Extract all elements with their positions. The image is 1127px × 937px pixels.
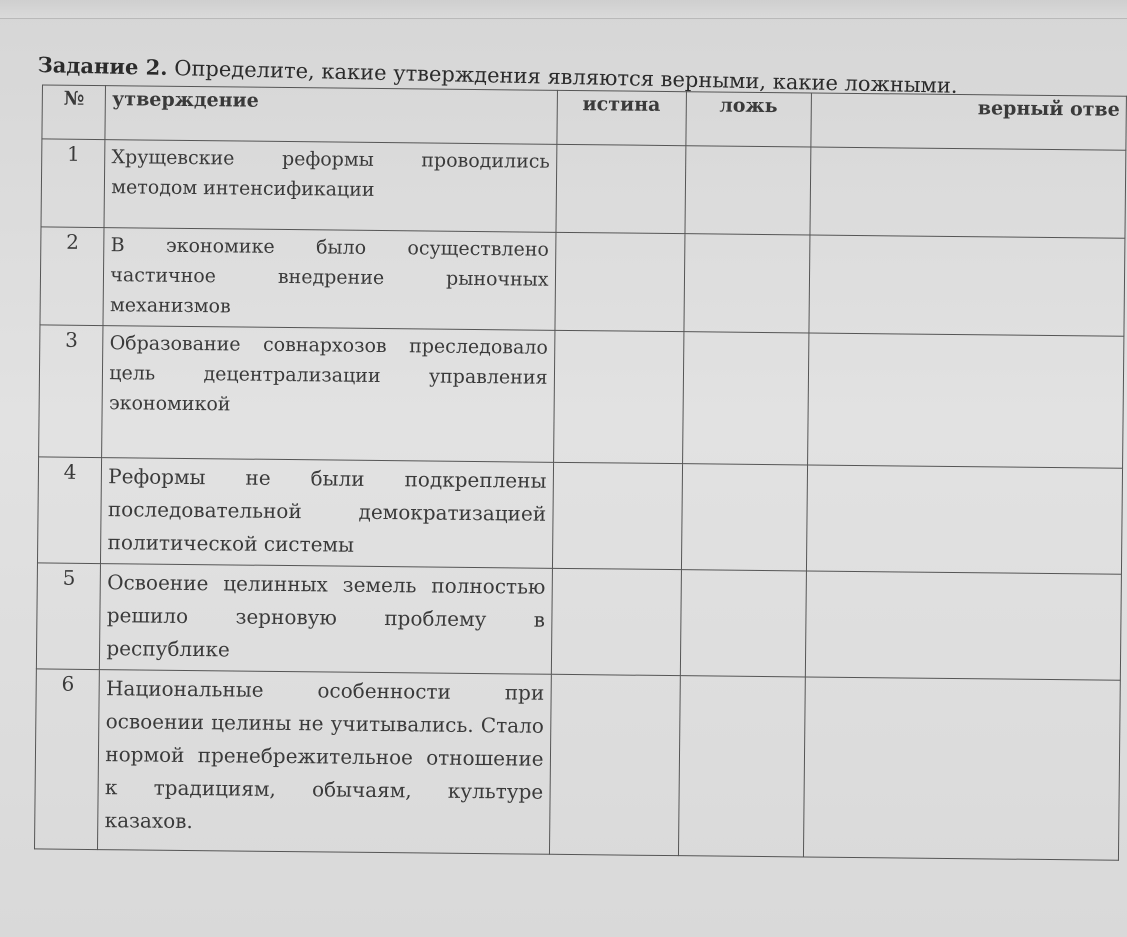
- table-row: [37, 457, 1122, 574]
- true-cell[interactable]: [556, 144, 686, 233]
- table-row: [40, 227, 1125, 336]
- false-cell[interactable]: [682, 332, 808, 465]
- false-cell[interactable]: [685, 146, 811, 235]
- answer-cell[interactable]: [805, 571, 1121, 680]
- true-cell[interactable]: [551, 568, 681, 675]
- header-true: истина: [556, 90, 686, 145]
- table-row: [39, 325, 1124, 468]
- statement-text: Реформы не были подкреплены последовательной демократизацией политической системы: [101, 458, 553, 569]
- answer-cell[interactable]: [803, 677, 1120, 860]
- statement-text: Образование совнархозов преследовало цель децентрализации управления экономикой: [102, 326, 555, 463]
- false-cell[interactable]: [681, 464, 807, 571]
- row-number: 2: [40, 227, 104, 326]
- table-row: [34, 669, 1120, 860]
- statement-text: В экономике было осуществлено частичное внедрение рыночных механизмов: [103, 228, 555, 331]
- answer-cell[interactable]: [806, 465, 1122, 574]
- false-cell[interactable]: [680, 570, 806, 677]
- row-number: 1: [41, 139, 105, 228]
- false-cell[interactable]: [678, 676, 805, 857]
- answer-cell[interactable]: [810, 147, 1126, 238]
- row-number: 6: [34, 669, 99, 850]
- worksheet-table-area: [0, 84, 1127, 856]
- task-label: Задание 2.: [37, 52, 168, 80]
- true-cell[interactable]: [549, 674, 680, 855]
- header-number: №: [42, 85, 106, 140]
- true-cell[interactable]: [553, 330, 684, 463]
- header-false: ложь: [686, 92, 811, 147]
- true-cell[interactable]: [555, 232, 685, 331]
- answer-cell[interactable]: [809, 235, 1125, 336]
- table-row: [36, 563, 1121, 680]
- header-statement: утверждение: [105, 86, 557, 145]
- row-number: 5: [36, 563, 100, 670]
- false-cell[interactable]: [684, 234, 810, 333]
- statement-text: Хрущевские реформы проводились методом интенсификации: [104, 140, 556, 233]
- statement-text: Национальные особенности при освоении целины не учитывались. Стало нормой пренебрежительное отношение к традициям, обычаям, культуре казахов.: [98, 670, 551, 855]
- answer-cell[interactable]: [807, 333, 1124, 468]
- true-cell[interactable]: [552, 462, 682, 569]
- statement-text: Освоение целинных земель полностью решило зерновую проблему в республике: [100, 564, 552, 675]
- table-row: [41, 139, 1126, 238]
- header-answer: верный отве: [810, 93, 1126, 150]
- row-number: 3: [39, 325, 104, 458]
- page-fold-edge: [0, 0, 1127, 19]
- task-instruction: Определите, какие утверждения являются верными, какие ложными.: [173, 56, 958, 98]
- statements-table: [34, 84, 1127, 860]
- row-number: 4: [37, 457, 101, 564]
